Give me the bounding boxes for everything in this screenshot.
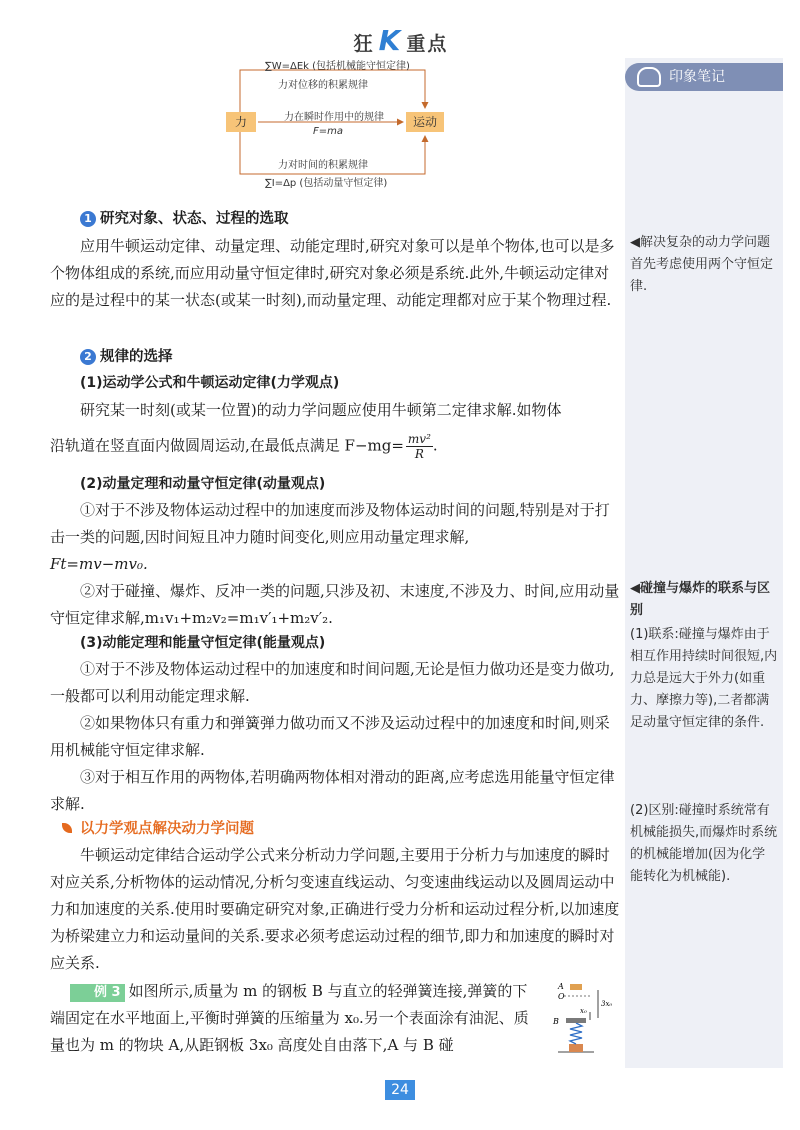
spring-figure	[550, 978, 622, 1056]
fraction-denominator: R	[414, 447, 424, 461]
diagram-mid-label: 力在瞬时作用中的规律	[284, 112, 384, 123]
fig-label-B: B	[553, 1017, 559, 1026]
margin-notes-title: 印象笔记	[669, 69, 725, 85]
subheading-2: (2)动量定理和动量守恒定律(动量观点)	[80, 476, 326, 492]
heading-2	[80, 346, 173, 368]
section-heading	[62, 818, 254, 840]
paragraph-2b	[50, 432, 620, 461]
fig-plate-B	[566, 1018, 586, 1023]
fig-spring	[570, 1023, 582, 1044]
paragraph-1: 应用牛顿运动定律、动量定理、动能定理时,研究对象可以是单个物体,也可以是多个物体组成的系统,而应用动量守恒定律时,研究对象必须是系统.此外,牛顿运动定律对应的是过程中的某一状态(或某一时刻),而动量定理、动能定理都对应于某个物理过程.	[50, 237, 615, 309]
diagram-top-label: 力对位移的积累规律	[278, 80, 368, 91]
fig-label-A: A	[558, 982, 564, 991]
paragraph-2b-text: 沿轨道在竖直面内做圆周运动,在最低点满足 F−mg=	[50, 436, 404, 455]
diagram-top-formula: ∑W=ΔEk (包括机械能守恒定律)	[265, 61, 410, 72]
example-3	[50, 978, 540, 1059]
paragraph-3-formula: Ft=mv−mv₀.	[50, 555, 148, 573]
paragraph-6: ②如果物体只有重力和弹簧弹力做功而又不涉及运动过程中的加速度和时间,则采用机械能守恒定律求解.	[50, 714, 610, 759]
section-heading-text: 以力学观点解决动力学问题	[80, 821, 254, 837]
page-header-title	[326, 24, 476, 57]
paragraph-2a: 研究某一时刻(或某一位置)的动力学问题应使用牛顿第二定律求解.如物体	[80, 401, 562, 419]
margin-note-2-body: (1)联系:碰撞与爆炸由于相互作用持续时间很短,内力总是远大于外力(如重力、摩擦力等),二者都满足动量守恒定律的条件.	[630, 627, 778, 730]
header-prefix: 狂	[353, 33, 375, 55]
example-tag: 例 3	[70, 984, 125, 1002]
diagram-bottom-label: 力对时间的积累规律	[278, 160, 368, 171]
example-3-text: 如图所示,质量为 m 的钢板 B 与直立的轻弹簧连接,弹簧的下端固定在水平地面上,平衡时弹簧的压缩量为 x₀.另一个表面涂有油泥、质量也为 m 的物块 A,从距钢板 3x₀ 高度处自由落下,A 与 B 碰	[50, 982, 529, 1054]
formula-period: .	[432, 436, 438, 455]
fig-base	[569, 1044, 583, 1052]
margin-notes-header	[625, 63, 783, 91]
fig-label-O: O	[558, 992, 565, 1001]
margin-note-2-title: ◀碰撞与爆炸的联系与区别	[630, 581, 770, 618]
heading-1-number: 1	[80, 211, 96, 227]
heading-2-number: 2	[80, 349, 96, 365]
paragraph-8: 牛顿运动定律结合运动学公式来分析动力学问题,主要用于分析力与加速度的瞬时对应关系,分析物体的运动情况,分析匀变速直线运动、匀变速曲线运动以及圆周运动中力和加速度的关系.使用时要确定研究对象,正确进行受力分析和运动过程分析,以加速度为桥梁建立力和运动量间的关系.要求必须考虑运动过程的细节,即力和加速度的瞬时对应关系.	[50, 846, 620, 972]
diagram-bottom-formula: ∑I=Δp (包括动量守恒定律)	[265, 178, 388, 189]
diagram-motion-box: 运动	[406, 112, 444, 132]
margin-note-2-body2: (2)区别:碰撞时系统常有机械能损失,而爆炸时系统的机械能增加(因为化学能转化为机械能).	[630, 803, 778, 884]
paragraph-5: ①对于不涉及物体运动过程中的加速度和时间问题,无论是恒力做功还是变力做功,一般都可以利用动能定理求解.	[50, 660, 615, 705]
diagram-force-box: 力	[226, 112, 256, 132]
fig-label-3x0: 3x₀	[601, 1000, 613, 1008]
heading-1	[80, 208, 289, 230]
heading-2-text: 规律的选择	[100, 349, 173, 365]
mechanics-laws-diagram	[220, 56, 465, 188]
diagram-mid-formula: F=ma	[313, 126, 343, 137]
fig-label-x0: x₀	[580, 1007, 587, 1015]
subheading-1: (1)运动学公式和牛顿运动定律(力学观点)	[80, 375, 340, 391]
margin-notes-column	[625, 58, 783, 1068]
page-number: 24	[385, 1080, 415, 1100]
paragraph-4: ②对于碰撞、爆炸、反冲一类的问题,只涉及初、末速度,不涉及力、时间,应用动量守恒定律求解,m₁v₁+m₂v₂=m₁v′₁+m₂v′₂.	[50, 582, 620, 627]
elephant-icon	[637, 67, 661, 87]
header-k-logo: K	[378, 24, 403, 57]
formula-fraction	[406, 432, 433, 461]
fraction-numerator: mv²	[407, 432, 431, 446]
leaf-icon	[62, 823, 72, 833]
paragraph-7: ③对于相互作用的两物体,若明确两物体相对滑动的距离,应考虑选用能量守恒定律求解.	[50, 768, 615, 813]
header-suffix: 重点	[406, 33, 449, 55]
heading-1-text: 研究对象、状态、过程的选取	[100, 211, 289, 227]
margin-note-1: ◀解决复杂的动力学问题首先考虑使用两个守恒定律.	[630, 235, 774, 294]
subheading-3: (3)动能定理和能量守恒定律(能量观点)	[80, 635, 326, 651]
fig-block-A	[570, 984, 582, 990]
paragraph-3: ①对于不涉及物体运动过程中的加速度而涉及物体运动时间的问题,特别是对于打击一类的问题,因时间短且冲力随时间变化,则应用动量定理求解,	[50, 501, 610, 546]
